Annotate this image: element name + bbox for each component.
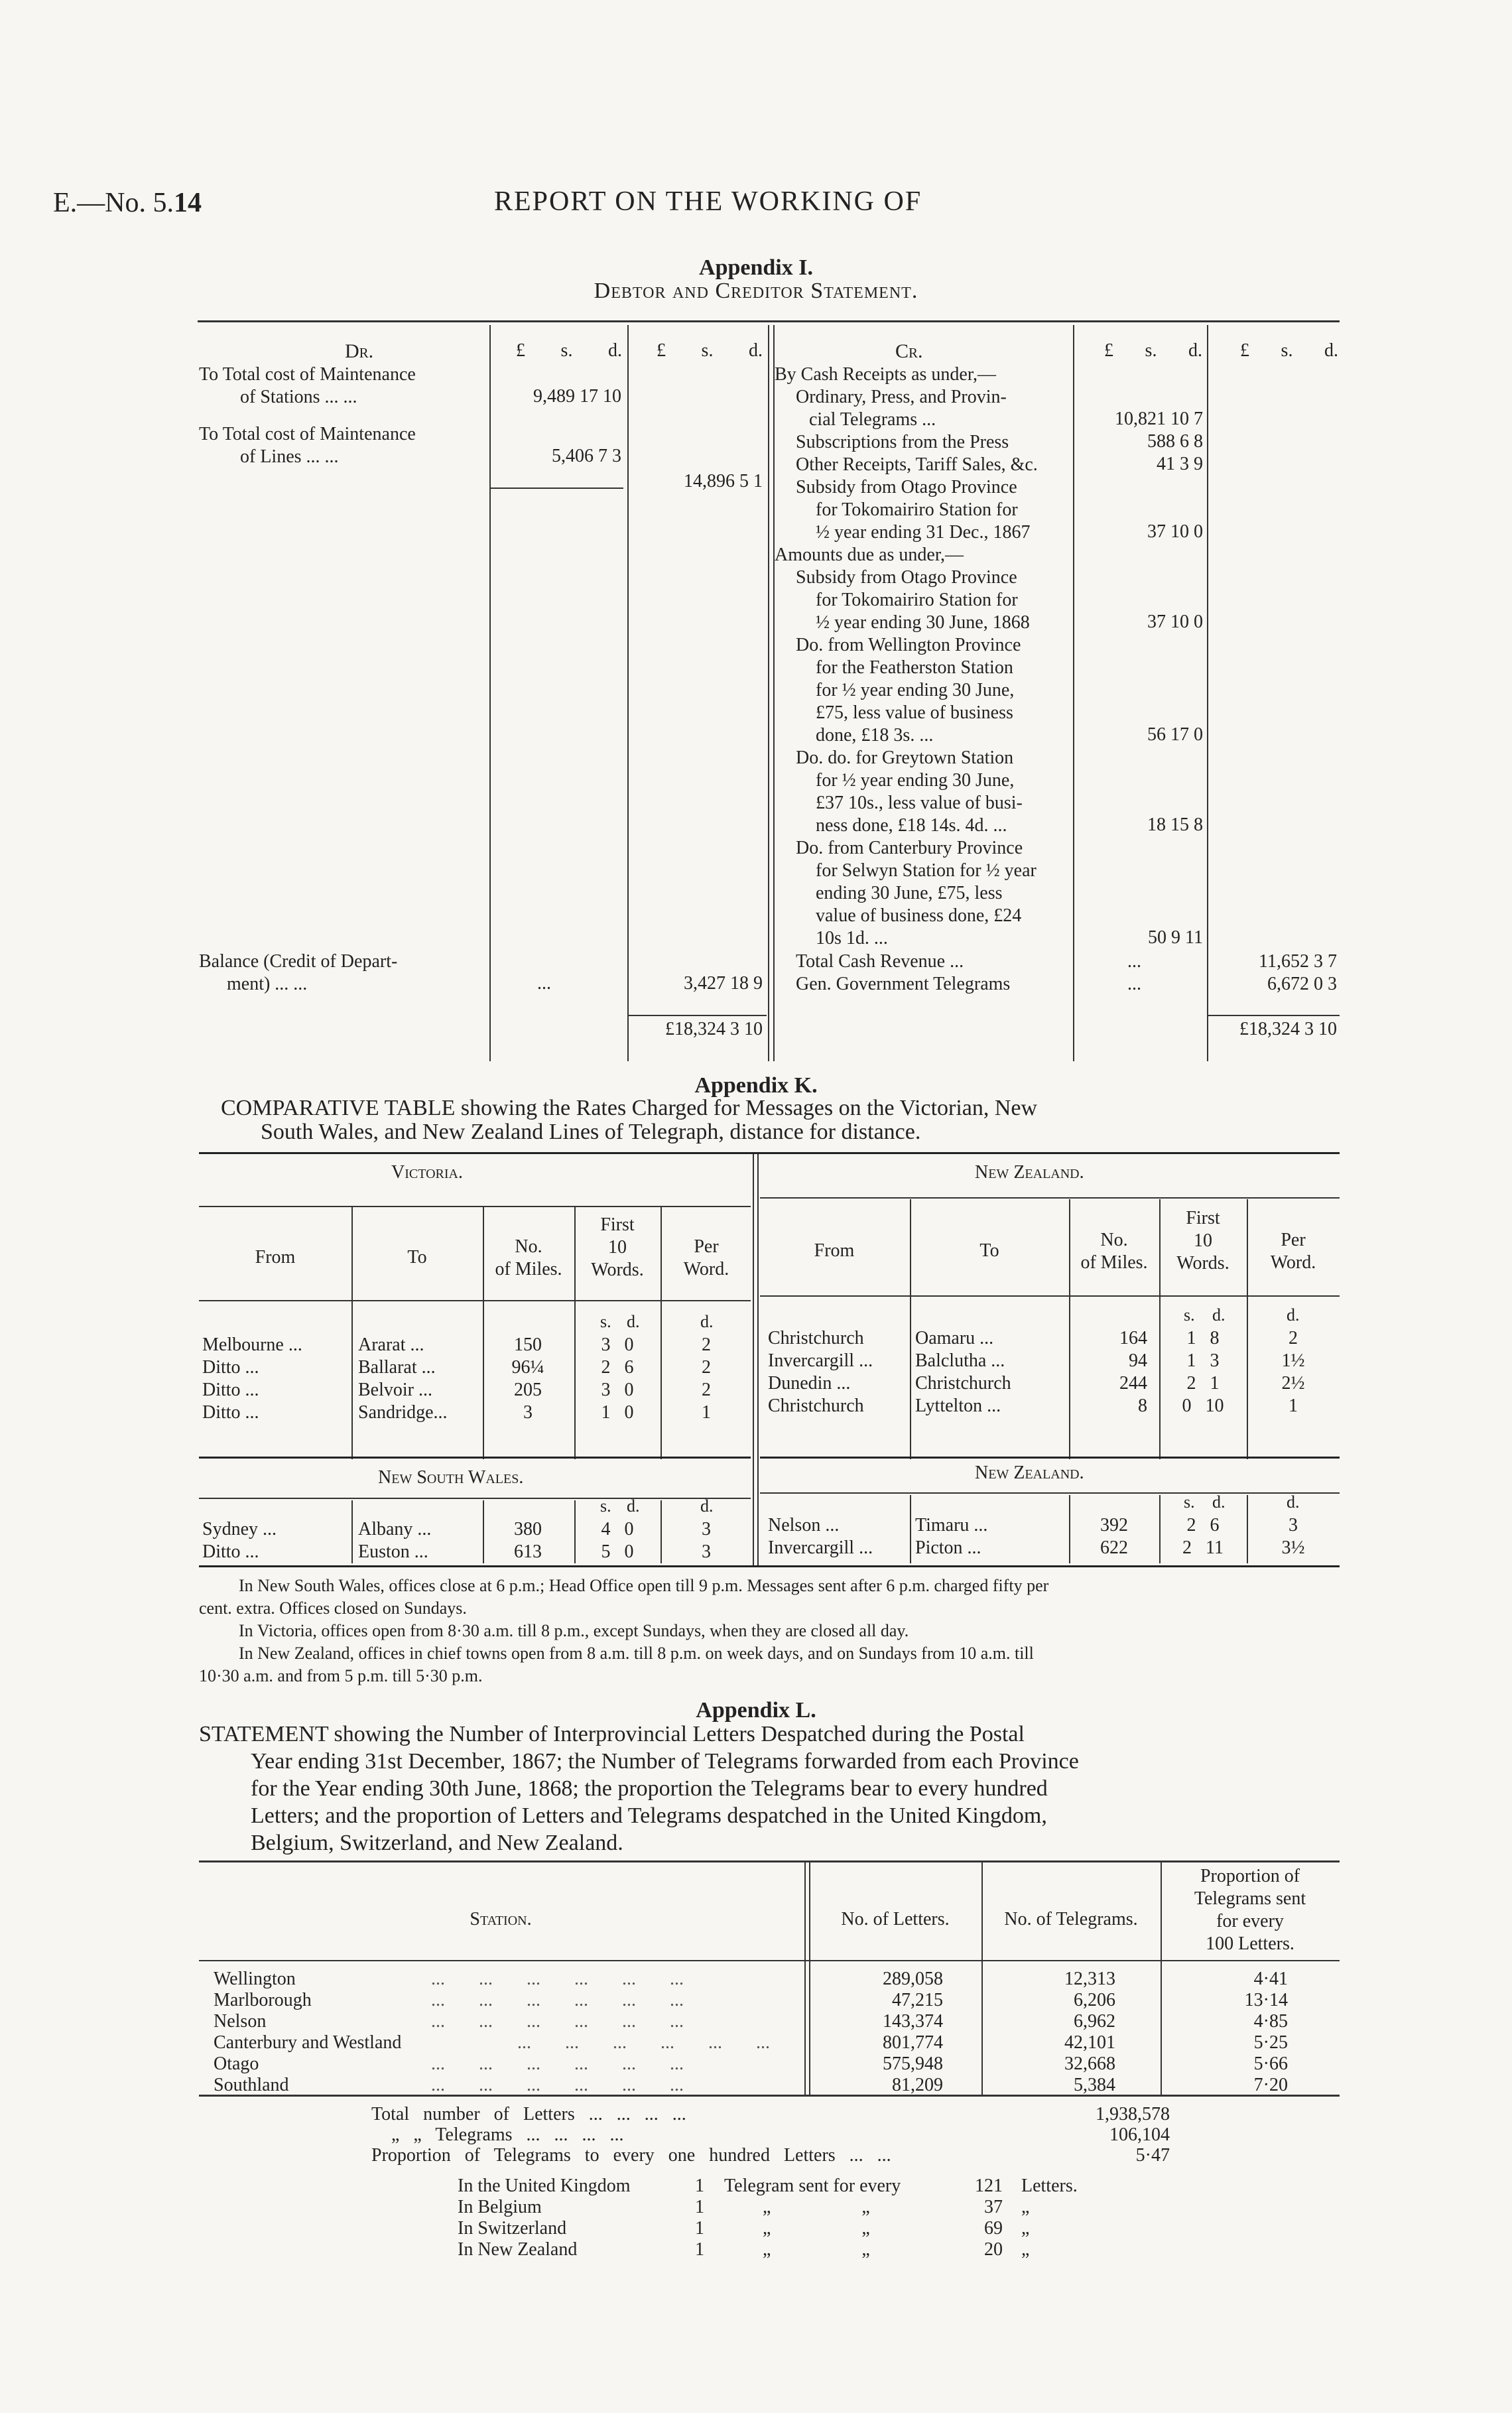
lines-cost: 5,406 7 3 [552,446,621,466]
letters-count: 575,948 [883,2054,943,2074]
leader-dots: ... ... ... ... ... ... [431,2011,684,2032]
debit-total: £18,324 3 10 [665,1019,763,1039]
comparison-text: „ „ [763,2239,870,2260]
credit-bottom-values: 11,652 3 7 6,672 0 3 [1259,951,1337,994]
country-label: In Belgium [458,2197,542,2217]
balance-value: 3,427 18 9 [684,973,763,994]
nsw-s-unit: s. [600,1496,611,1516]
nz2-row-from: Invercargill ... [768,1537,873,1558]
new-zealand-heading-2: New Zealand. [975,1463,1084,1483]
debit-entries: To Total cost of Maintenance of Stations ... ... To Total cost of Maintenance of Lines ... ... [199,364,416,467]
vic-to-header: To [407,1247,427,1268]
station-header: Station. [470,1909,532,1929]
proportion-header: Proportion of Telegrams sent for every 100 Letters. [1194,1866,1306,1954]
nsw-d-unit: d. [627,1496,640,1516]
credit-heading: Cr. [895,340,923,362]
vic-row-to: Ballarat ... [358,1357,436,1378]
nsw-heading: New South Wales. [378,1467,524,1488]
telegrams-count: 6,206 [1074,1990,1115,2010]
telegram-count: 1 [695,2239,704,2260]
total-label: Total number of Letters ... ... ... ... [371,2104,686,2124]
credit-value-press: 588 6 8 [1147,431,1203,452]
nz-row-first: 2 1 [1186,1373,1220,1394]
vic-row-first: 3 0 [601,1380,634,1400]
comparison-unit: „ [1021,2239,1030,2260]
nz2-row-to: Timaru ... [915,1515,988,1535]
vic-row-from: Ditto ... [202,1380,259,1400]
nz-row-per: 2 [1289,1328,1298,1348]
telegrams-count: 5,384 [1074,2075,1115,2095]
nz-to-header: To [979,1240,999,1261]
total-label: Proportion of Telegrams to every one hundred Letters ... ... [371,2145,891,2166]
vic-per-header: Per Word. [683,1236,729,1279]
leader-dots: ... ... ... ... ... ... [517,2032,770,2053]
vic-row-first: 1 0 [601,1402,634,1423]
nz-row-to: Balclutha ... [915,1350,1005,1371]
vic-row-to: Sandridge... [358,1402,448,1423]
comparison-unit: „ [1021,2218,1030,2239]
vic-row-from: Ditto ... [202,1357,259,1378]
letters-count: 81,209 [892,2075,943,2095]
comparison-unit: Letters. [1021,2176,1078,2196]
currency-header-4: £ s. d. [1240,340,1338,361]
station-name: Southland [214,2075,289,2095]
credit-bottom-dots: ... ... [1127,951,1141,994]
nsw-row-miles: 380 [514,1519,542,1539]
nz2-row-first: 2 11 [1182,1537,1224,1558]
nz-from-header: From [814,1240,855,1261]
nsw-row-from: Sydney ... [202,1519,277,1539]
nsw-row-first: 5 0 [601,1541,634,1562]
comparison-text: „ „ [763,2197,870,2217]
appendix-l-intro: STATEMENT showing the Number of Interprovincial Letters Despatched during the Postal Year ending 31st December, 1867; the Number of Telegrams forwarded from each Province for the Year ending 30th June, 1868; the proportion the Telegrams bear to every hundred Letters; and the proportion of Letters and Telegrams despatched in the United Kingdom, Belgium, Switzerland, and New Zealand. [199,1722,1079,1855]
letters-per-telegram: 121 [975,2176,1003,2196]
vic-row-first: 2 6 [601,1357,634,1378]
vic-miles-header: No. of Miles. [495,1236,562,1279]
vic-row-miles: 150 [514,1335,542,1355]
nz2-s-unit: s. [1184,1492,1195,1512]
nz-row-per: 1 [1289,1396,1298,1416]
telegram-proportion: 7·20 [1253,2075,1288,2095]
comparison-text: „ „ [763,2218,870,2239]
nz2-row-per: 3 [1289,1515,1298,1535]
nz-row-to: Christchurch [915,1373,1011,1394]
total-maintenance: 14,896 5 1 [684,471,763,491]
station-name: Nelson [214,2011,267,2032]
nz-row-to: Oamaru ... [915,1328,994,1348]
debit-heading: Dr. [345,340,374,362]
appendix-k-intro-line-2: South Wales, and New Zealand Lines of Telegraph, distance for distance. [261,1120,921,1144]
document-reference [53,187,202,219]
station-name: Marlborough [214,1990,312,2010]
total-value: 106,104 [1109,2124,1170,2145]
nsw-row-to: Euston ... [358,1541,428,1562]
nsw-row-from: Ditto ... [202,1541,259,1562]
vic-row-from: Melbourne ... [202,1335,302,1355]
telegram-count: 1 [695,2218,704,2239]
credit-total: £18,324 3 10 [1239,1019,1337,1039]
comparison-text: Telegram sent for every [724,2176,901,2196]
country-label: In Switzerland [458,2218,567,2239]
vic-from-header: From [255,1247,296,1268]
appendix-k-intro-line-1: COMPARATIVE TABLE showing the Rates Charged for Messages on the Victorian, New [221,1096,1038,1120]
telegrams-count: 42,101 [1064,2032,1115,2053]
nz-row-per: 1½ [1281,1350,1305,1371]
nz-row-from: Dunedin ... [768,1373,851,1394]
telegrams-count: 32,668 [1064,2054,1115,2074]
telegrams-count: 6,962 [1074,2011,1115,2032]
total-value: 1,938,578 [1096,2104,1170,2124]
leader-dots: ... ... ... ... ... ... [431,1969,684,1989]
total-label: „ „ Telegrams ... ... ... ... [391,2124,624,2145]
nz2-row-per: 3½ [1281,1537,1305,1558]
nz-row-to: Lyttelton ... [915,1396,1001,1416]
nz-row-first: 0 10 [1182,1396,1224,1416]
currency-header-2: £ s. d. [657,340,763,361]
comparison-unit: „ [1021,2197,1030,2217]
nz2-per-unit: d. [1287,1492,1300,1512]
nsw-per-unit: d. [700,1496,714,1516]
reference-number: E.—No. 5. [53,188,174,218]
nsw-row-per: 3 [702,1541,711,1562]
nz-per-header: Per Word. [1270,1230,1316,1273]
nz-row-from: Christchurch [768,1328,864,1348]
credit-value-selwyn: 50 9 11 [1148,927,1203,948]
telegrams-header: No. of Telegrams. [1004,1909,1138,1929]
vic-row-miles: 96¼ [511,1357,544,1378]
letters-header: No. of Letters. [841,1909,950,1929]
currency-header-1: £ s. d. [516,340,622,361]
nz-row-from: Invercargill ... [768,1350,873,1371]
telegram-proportion: 5·66 [1253,2054,1288,2074]
nsw-row-per: 3 [702,1519,711,1539]
balance-dots: ... [537,973,551,994]
stations-cost: 9,489 17 10 [533,386,621,407]
vic-row-to: Ararat ... [358,1335,424,1355]
telegram-count: 1 [695,2176,704,2196]
credit-value-other: 41 3 9 [1157,454,1203,474]
letters-count: 143,374 [883,2011,943,2032]
vic-per-unit: d. [700,1312,714,1331]
appendix-l-heading: Appendix L. [696,1698,816,1723]
nsw-row-first: 4 0 [601,1519,634,1539]
vic-row-per: 2 [702,1335,711,1355]
vic-s-unit: s. [600,1312,611,1331]
nz2-row-miles: 392 [1100,1515,1128,1535]
nz-per-unit: d. [1287,1305,1300,1325]
vic-row-miles: 3 [523,1402,533,1423]
vic-row-per: 2 [702,1380,711,1400]
leader-dots: ... ... ... ... ... ... [431,2054,684,2074]
nz2-row-miles: 622 [1100,1537,1128,1558]
nz2-d-unit: d. [1212,1492,1226,1512]
page-number: 14 [174,188,202,218]
nz-row-first: 1 3 [1186,1350,1220,1371]
letters-per-telegram: 20 [984,2239,1003,2260]
vic-row-per: 2 [702,1357,711,1378]
balance-label: Balance (Credit of Depart- ment) ... ... [199,951,398,994]
nsw-row-to: Albany ... [358,1519,432,1539]
nz2-row-first: 2 6 [1186,1515,1220,1535]
credit-bottom-labels: Total Cash Revenue ... Gen. Government Telegrams [796,951,1011,994]
country-label: In New Zealand [458,2239,578,2260]
victoria-heading: Victoria. [391,1162,463,1183]
appendix-k-heading: Appendix K. [694,1073,818,1098]
nz-s-unit: s. [1184,1305,1195,1325]
station-name: Wellington [214,1969,296,1989]
letters-count: 289,058 [883,1969,943,1989]
nz-row-miles: 94 [1129,1350,1147,1371]
new-zealand-heading: New Zealand. [975,1162,1084,1183]
station-name: Otago [214,2054,259,2074]
vic-row-per: 1 [702,1402,711,1423]
nz-row-miles: 164 [1119,1328,1147,1348]
leader-dots: ... ... ... ... ... ... [431,1990,684,2010]
credit-entries: By Cash Receipts as under,— Ordinary, Press, and Provin- cial Telegrams ... Subscriptions from the Press Other Receipts, Tariff Sales, &c. Subsidy from Otago Province for Tokomairiro Station for ½ year ending 31 Dec., 1867 Amounts due as under,— Subsidy from Otago Province for Tokomairiro Station for ½ year ending 30 June, 1868 Do. from Wellington Province for the Featherston Station for ½ year ending 30 June, £75, less value of business done, £18 3s. ... Do. do. for Greytown Station for ½ year ending 30 June, £37 10s., less value of busi- ness done, £18 14s. 4d. ... Do. from Canterbury Province for Selwyn Station for ½ year ending 30 June, £75, less value of business done, £24 10s 1d. ... [775,364,1038,948]
telegram-proportion: 5·25 [1253,2032,1288,2053]
letters-per-telegram: 69 [984,2218,1003,2239]
telegram-proportion: 4·41 [1253,1969,1288,1989]
letters-count: 801,774 [883,2032,943,2053]
credit-value-ordinary: 10,821 10 7 [1115,409,1203,429]
telegrams-count: 12,313 [1064,1969,1115,1989]
nz-d-unit: d. [1212,1305,1226,1325]
page-title: REPORT ON THE WORKING OF [494,186,922,217]
credit-value-featherston: 56 17 0 [1147,724,1203,745]
nz-miles-header: No. of Miles. [1080,1230,1148,1273]
nz-row-per: 2½ [1281,1373,1305,1394]
vic-row-to: Belvoir ... [358,1380,432,1400]
leader-dots: ... ... ... ... ... ... [431,2075,684,2095]
credit-value-otago-1867: 37 10 0 [1147,521,1203,542]
nz-first-header: First 10 Words. [1176,1208,1229,1273]
letters-per-telegram: 37 [984,2197,1003,2217]
appendix-i-subtitle: Debtor and Creditor Statement. [594,279,918,303]
nz-row-miles: 244 [1119,1373,1147,1394]
nz-row-first: 1 8 [1186,1328,1220,1348]
appendix-i-heading: Appendix I. [699,255,813,280]
telegram-proportion: 13·14 [1244,1990,1288,2010]
currency-header-3: £ s. d. [1104,340,1202,361]
vic-row-from: Ditto ... [202,1402,259,1423]
nsw-row-miles: 613 [514,1541,542,1562]
vic-row-first: 3 0 [601,1335,634,1355]
vic-d-unit: d. [627,1312,640,1331]
total-value: 5·47 [1135,2145,1170,2166]
nz-row-miles: 8 [1138,1396,1147,1416]
telegram-count: 1 [695,2197,704,2217]
station-name: Canterbury and Westland [214,2032,402,2053]
credit-value-otago-1868: 37 10 0 [1147,612,1203,632]
telegram-proportion: 4·85 [1253,2011,1288,2032]
vic-row-miles: 205 [514,1380,542,1400]
nz-row-from: Christchurch [768,1396,864,1416]
nz2-row-to: Picton ... [915,1537,981,1558]
rates-notes: In New South Wales, offices close at 6 p.m.; Head Office open till 9 p.m. Messages sent after 6 p.m. charged fifty per cent. extra. Offices closed on Sundays. In Victoria, offices open from 8·30 a.m. till 8 p.m., except Sundays, when they are closed all day. In New Zealand, offices in chief towns open from 8 a.m. till 8 p.m. on week days, and on Sundays from 10 a.m. till 10·30 a.m. and from 5 p.m. till 5·30 p.m. [199,1576,1049,1685]
nz2-row-from: Nelson ... [768,1515,840,1535]
letters-count: 47,215 [892,1990,943,2010]
vic-first-header: First 10 Words. [591,1214,644,1280]
country-label: In the United Kingdom [458,2176,631,2196]
credit-value-greytown: 18 15 8 [1147,815,1203,835]
